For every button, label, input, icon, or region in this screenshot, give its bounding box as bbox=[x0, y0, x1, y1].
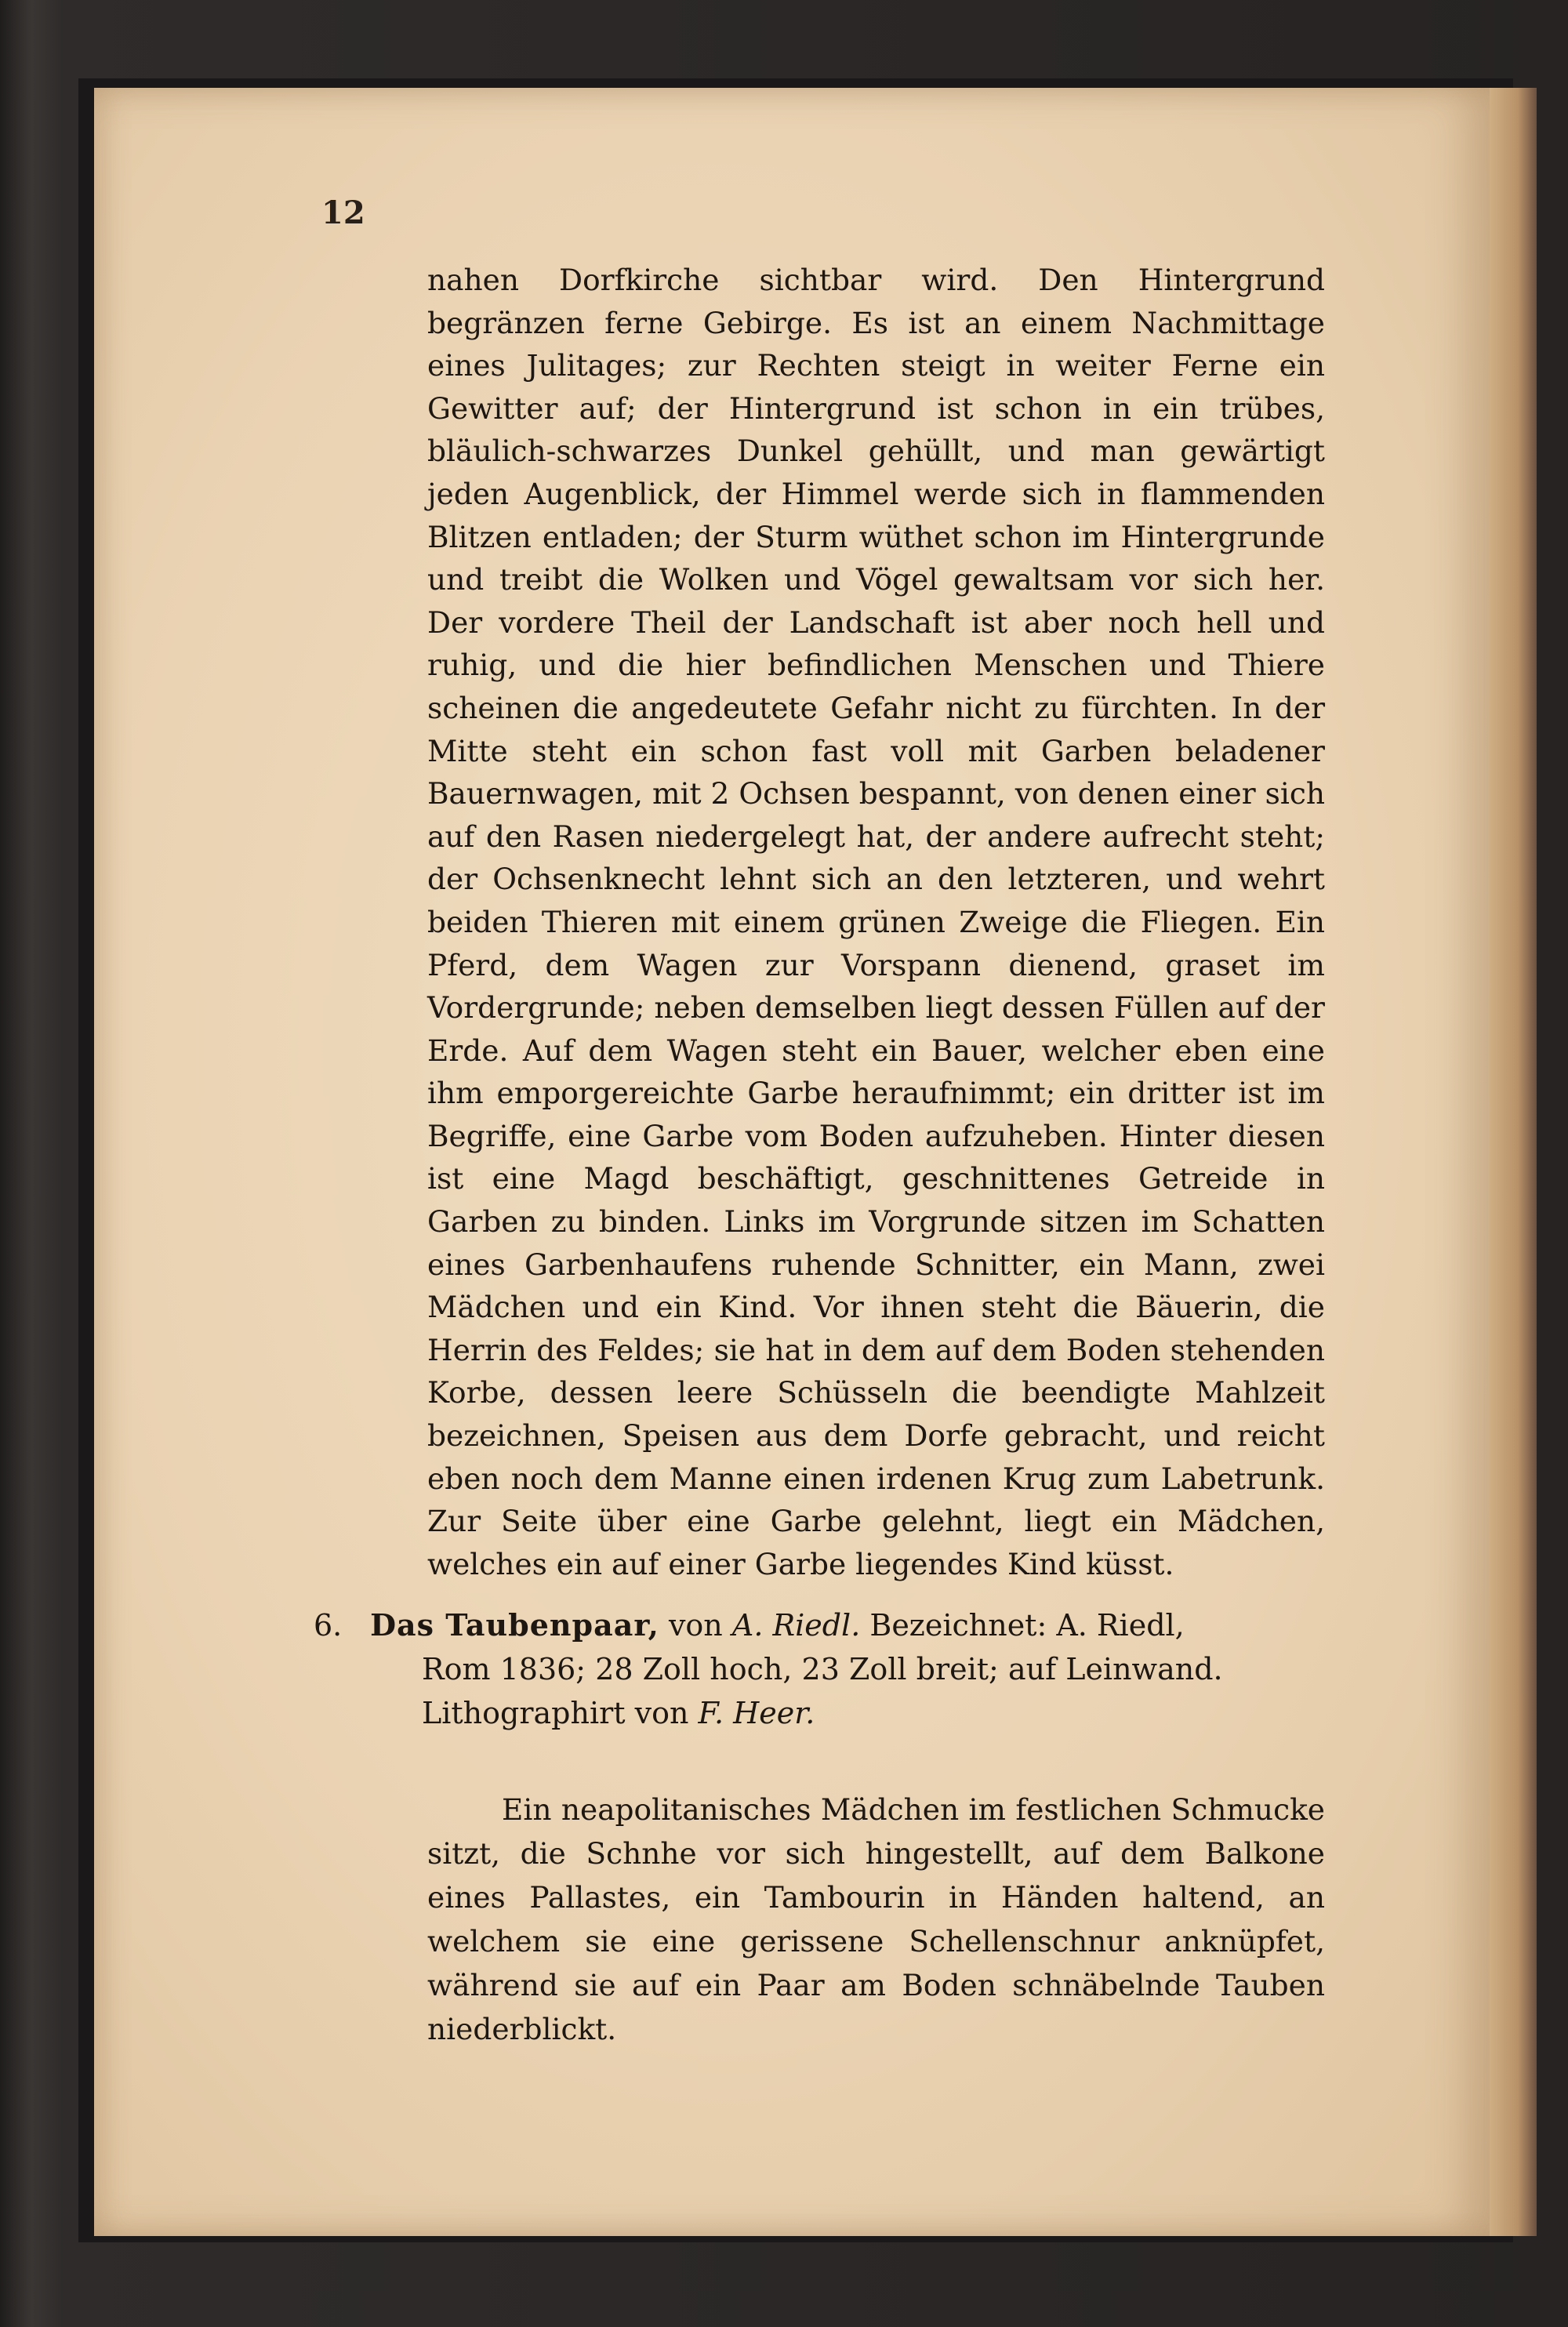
entry-lithograph bbox=[314, 1691, 1325, 1735]
entry-title: Das Taubenpaar, bbox=[370, 1607, 659, 1643]
catalog-entry bbox=[314, 1603, 1325, 1735]
page-number: 12 bbox=[321, 194, 365, 231]
entry-artist: A. Riedl. bbox=[731, 1608, 861, 1643]
entry-lithographer: F. Heer. bbox=[698, 1696, 815, 1730]
entry-number: 6. bbox=[314, 1608, 343, 1643]
entry-by: von bbox=[668, 1608, 723, 1643]
entry-details: Rom 1836; 28 Zoll hoch, 23 Zoll breit; auf Leinwand. bbox=[422, 1652, 1223, 1686]
entry-description: Ein neapolitanisches Mädchen im festlichen Schmucke sitzt, die Schnhe vor sich hingestellt, auf dem Balkone eines Pallastes, ein Tambourin in Händen haltend, an welchem sie eine gerissene Schellenschnur anknüpfet, während sie auf ein Paar am Boden schnäbelnde Tauben niederblickt. bbox=[427, 1792, 1325, 2046]
body-paragraph: nahen Dorfkirche sichtbar wird. Den Hintergrund begränzen ferne Gebirge. Es ist an einem Nachmittage eines Julitages; zur Rechten steigt in weiter Ferne ein Gewitter auf; der Hintergrund ist schon in ein trübes, bläulich-schwarzes Dunkel gehüllt, und man gewärtigt jeden Augenblick, der Himmel werde sich in flammenden Blitzen entladen; der Sturm wüthet schon im Hintergrunde und treibt die Wolken und Vögel gewaltsam vor sich her. Der vordere Theil der Landschaft ist aber noch hell und ruhig, und die hier befindlichen Menschen und Thiere scheinen die angedeutete Gefahr nicht zu fürchten. In der Mitte steht ein schon fast voll mit Garben beladener Bauernwagen, mit 2 Ochsen bespannt, von denen einer sich auf den Rasen niedergelegt hat, der andere aufrecht steht; der Ochsenknecht lehnt sich an den letzteren, und wehrt beiden Thieren mit einem grünen Zweige die Fliegen. Ein Pferd, dem Wagen zur Vorspann dienend, graset im Vordergrunde; neben demselben liegt dessen Füllen auf der Erde. Auf dem Wagen steht ein Bauer, welcher eben eine ihm emporgereichte Garbe heraufnimmt; ein dritter ist im Begriffe, eine Garbe vom Boden aufzuheben. Hinter diesen ist eine Magd beschäftigt, geschnittenes Getreide in Garben zu binden. Links im Vorgrunde sitzen im Schatten eines Garbenhaufens ruhende Schnitter, ein Mann, zwei Mädchen und ein Kind. Vor ihnen steht die Bäuerin, die Herrin des Feldes; sie hat in dem auf dem Boden stehenden Korbe, dessen leere Schüsseln die beendigte Mahlzeit bezeichnen, Speisen aus dem Dorfe gebracht, und reicht eben noch dem Manne einen irdenen Krug zum Labetrunk. Zur Seite über eine Garbe gelehnt, liegt ein Mädchen, welches ein auf einer Garbe liegendes Kind küsst. bbox=[427, 263, 1325, 1581]
next-page-edge bbox=[1490, 88, 1537, 2236]
entry-heading bbox=[314, 1603, 1325, 1647]
body-text bbox=[427, 259, 1325, 1585]
entry-signature: Bezeichnet: A. Riedl, bbox=[869, 1608, 1185, 1643]
lithographed-by-label: Lithographirt von bbox=[422, 1696, 689, 1730]
